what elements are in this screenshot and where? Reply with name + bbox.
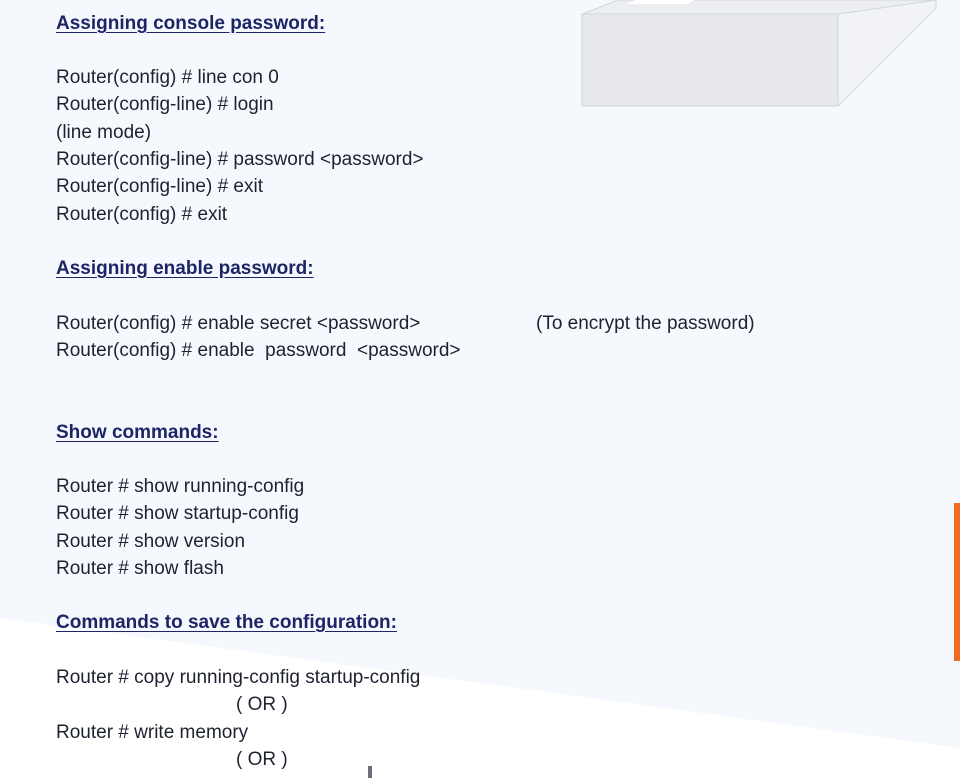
heading-show-commands: Show commands: [56,422,219,443]
text-cursor-mark [368,766,372,778]
show-line-4: Router # show flash [56,558,224,579]
enable-line-2: Router(config) # enable password <password> [56,340,461,361]
console-line-1: Router(config) # line con 0 [56,67,279,88]
console-line-5: Router(config-line) # exit [56,176,263,197]
heading-save-configuration: Commands to save the configuration: [56,612,397,633]
accent-bar [954,503,960,661]
show-line-2: Router # show startup-config [56,503,299,524]
save-or-1: ( OR ) [236,694,288,715]
save-or-2: ( OR ) [236,749,288,770]
enable-note: (To encrypt the password) [536,313,755,334]
save-line-1: Router # copy running-config startup-config [56,667,421,688]
show-line-1: Router # show running-config [56,476,305,497]
save-line-2: Router # write memory [56,722,249,743]
router-device-illustration [578,0,938,110]
console-line-4: Router(config-line) # password <password> [56,149,424,170]
console-line-2: Router(config-line) # login [56,94,274,115]
console-line-3: (line mode) [56,122,152,143]
show-line-3: Router # show version [56,531,246,552]
console-line-6: Router(config) # exit [56,204,228,225]
heading-enable-password: Assigning enable password: [56,258,314,279]
heading-console-password: Assigning console password: [56,13,326,34]
enable-line-1: Router(config) # enable secret <password> [56,313,421,334]
